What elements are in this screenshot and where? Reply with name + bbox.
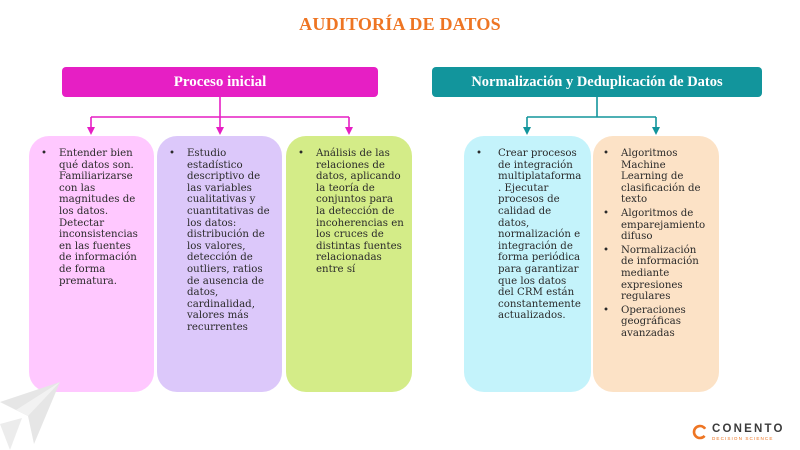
card-normalizacion-2	[593, 136, 719, 392]
card-item: • Normalización de información mediante expresiones regulares	[603, 245, 711, 303]
card-proceso-1	[29, 136, 154, 392]
group-header-proceso-inicial: Proceso inicial	[62, 67, 378, 97]
page-title: AUDITORÍA DE DATOS	[299, 14, 501, 34]
paper-plane-watermark-icon	[0, 380, 80, 450]
card-item: • Crear procesos de integración multiplataforma . Ejecutar procesos de calidad de datos, normalización e integración de forma periódica para garantizar que los datos del CRM están constantemente actualizados.	[474, 148, 583, 322]
logo-tagline: DECISION SCIENCE	[712, 436, 774, 441]
card-proceso-3	[286, 136, 412, 392]
card-item: • Algoritmos Machine Learning de clasificación de texto	[603, 148, 711, 206]
card-proceso-2	[157, 136, 282, 392]
logo-name: CONENTO	[712, 423, 785, 435]
card-item: • Análisis de las relaciones de datos, aplicando la teoría de conjuntos para la detección de incoherencias en los cruces de distintas fuentes relacionadas entre sí	[296, 148, 404, 276]
card-item: • Entender bien qué datos son. Familiarizarse con las magnitudes de los datos. Detectar inconsistencias en las fuentes de información de forma prematura.	[39, 148, 146, 287]
card-item: • Estudio estadístico descriptivo de las variables cualitativas y cuantitativas de los datos: distribución de los valores, detección de outliers, ratios de ausencia de datos, cardinalidad, valores más recurrentes	[167, 148, 274, 334]
card-normalizacion-1	[464, 136, 591, 392]
conento-logo	[692, 422, 792, 444]
card-item: • Algoritmos de emparejamiento difuso	[603, 208, 711, 243]
group-header-normalizacion: Normalización y Deduplicación de Datos	[432, 67, 762, 97]
conento-logo-icon	[692, 424, 708, 440]
card-item: • Operaciones geográficas avanzadas	[603, 305, 711, 340]
